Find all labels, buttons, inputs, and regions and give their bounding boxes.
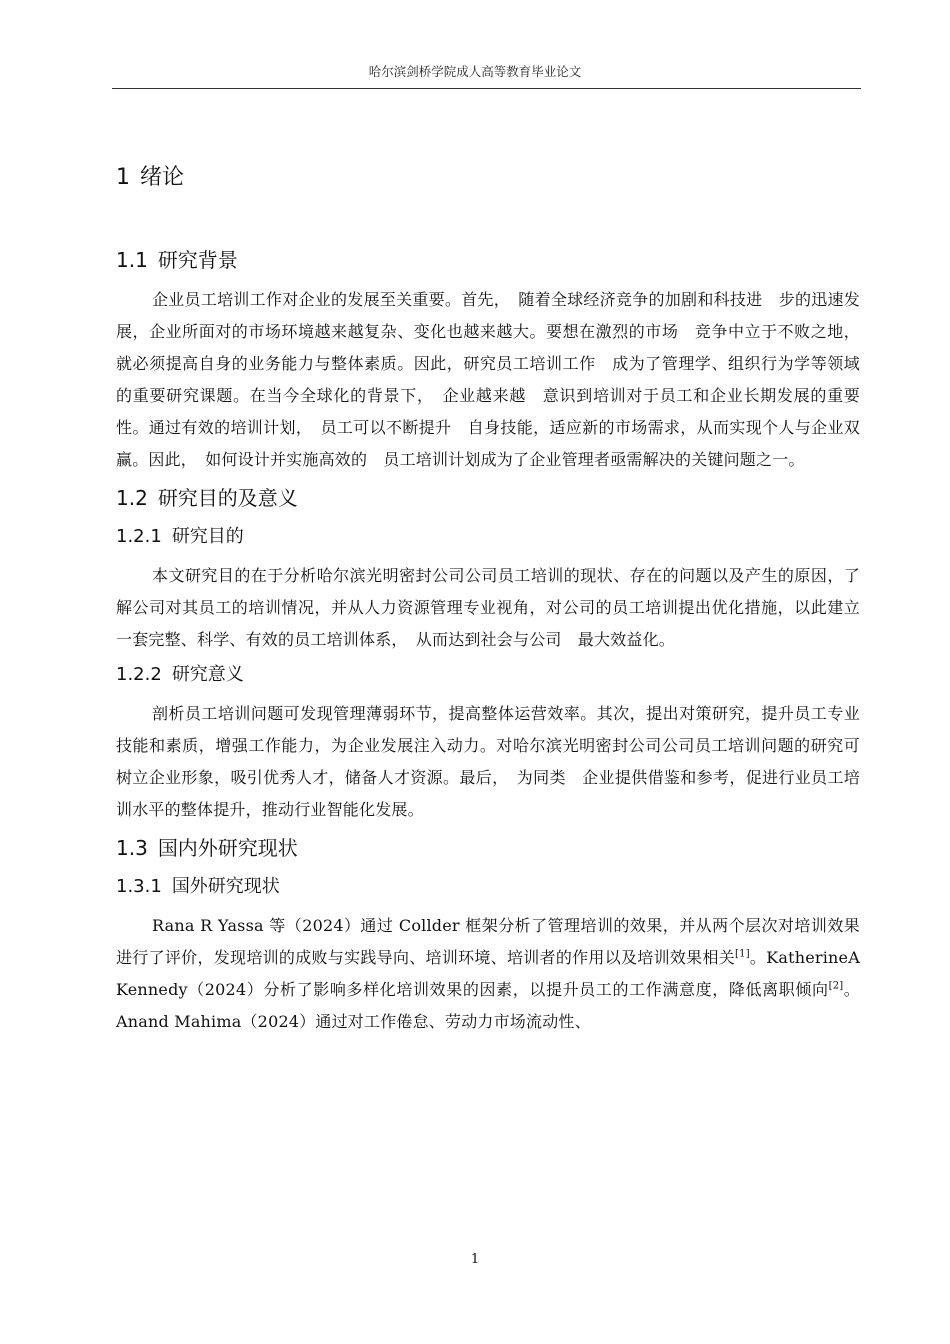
section-title: 国内外研究现状 [157, 836, 298, 860]
citation-2: [2] [828, 980, 844, 992]
chapter-heading [116, 160, 860, 196]
section-number: 1.1 [116, 248, 148, 272]
subsection-number: 1.3.1 [116, 876, 162, 897]
section-number: 1.2 [116, 486, 148, 510]
paragraph-research-significance: 剖析员工培训问题可发现管理薄弱环节，提高整体运营效率。其次，提出对策研究，提升员工专业技能和素质，增强工作能力，为企业发展注入动力。对哈尔滨光明密封公司公司员工培训问题的研究可树立企业形象，吸引优秀人才，储备人才资源。最后， 为同类 企业提供借鉴和参考，促进行业员工培训水平的整体提升，推动行业智能化发展。 [116, 704, 860, 819]
subsection-title: 研究意义 [171, 664, 244, 685]
subsection-number: 1.2.2 [116, 664, 162, 685]
paragraph-research-purpose: 本文研究目的在于分析哈尔滨光明密封公司公司员工培训的现状、存在的问题以及产生的原因，了解公司对其员工的培训情况，并从人力资源管理专业视角，对公司的员工培训提出优化措施，以此建立一套完整、科学、有效的员工培训体系， 从而达到社会与公司 最大效益化。 [116, 566, 860, 649]
section-heading-1-3 [116, 832, 860, 864]
page-number: 1 [470, 1252, 480, 1267]
subsection-heading-1-2-1 [116, 522, 860, 552]
paragraph-text: Rana R Yassa 等（2024）通过 Collder 框架分析了管理培训的效果，并从两个层次对培训效果进行了评价，发现培训的成败与实践导向、培训环境、培训者的作用以及培训效果相关 [116, 916, 860, 967]
paragraph-text: 。Anand Mahima（2024）通过对工作倦怠、劳动力市场流动性、 [116, 980, 860, 1031]
chapter-number: 1 [116, 165, 130, 190]
section-number: 1.3 [116, 836, 148, 860]
paragraph-foreign-research [116, 910, 860, 1038]
section-title: 研究背景 [157, 248, 238, 272]
subsection-title: 研究目的 [171, 526, 244, 547]
section-heading-1-1 [116, 244, 860, 276]
paragraph-text: 。KatherineA Kennedy（2024）分析了影响多样化培训效果的因素，以提升员工的工作满意度，降低离职倾向 [116, 948, 860, 999]
running-header: 哈尔滨剑桥学院成人高等教育毕业论文 [368, 64, 582, 79]
paragraph-research-background: 企业员工培训工作对企业的发展至关重要。首先， 随着全球经济竞争的加剧和科技进 步的迅速发展，企业所面对的市场环境越来越复杂、变化也越来越大。要想在激烈的市场 竞争中立于不败之地，就必须提高自身的业务能力与整体素质。因此，研究员工培训工作 成为了管理学、组织行为学等领域的重要研究课题。在当今全球化的背景下， 企业越来越 意识到培训对于员工和企业长期发展的重要性。通过有效的培训计划， 员工可以不断提升 自身技能，适应新的市场需求，从而实现个人与企业双赢。因此， 如何设计并实施高效的 员工培训计划成为了企业管理者亟需解决的关键问题之一。 [116, 290, 860, 469]
subsection-heading-1-2-2 [116, 660, 860, 690]
subsection-number: 1.2.1 [116, 526, 162, 547]
section-heading-1-2 [116, 482, 860, 514]
subsection-heading-1-3-1 [116, 872, 860, 902]
citation-1: [1] [735, 948, 750, 960]
chapter-title: 绪论 [140, 165, 185, 190]
subsection-title: 国外研究现状 [171, 876, 280, 897]
section-title: 研究目的及意义 [157, 486, 298, 510]
header-rule [112, 88, 861, 89]
page-body [116, 160, 860, 1038]
